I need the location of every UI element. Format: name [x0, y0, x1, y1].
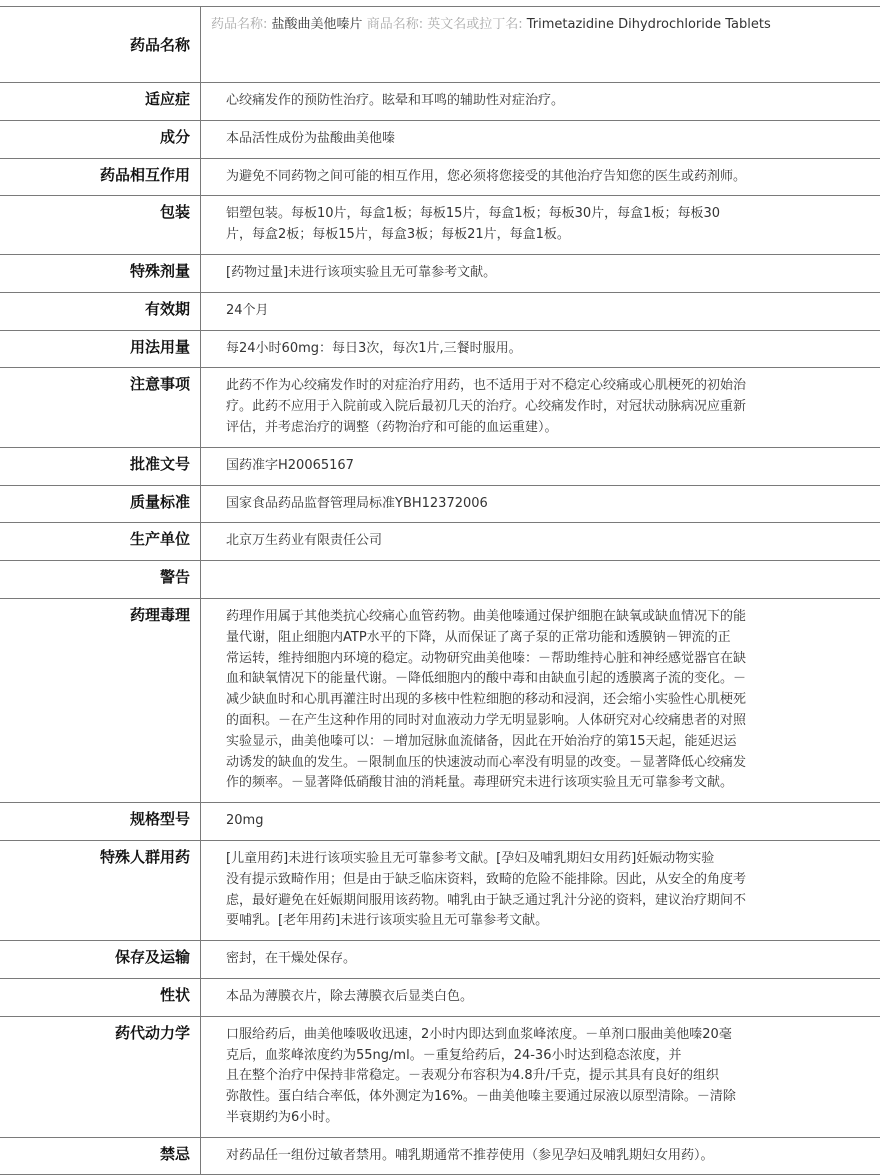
- row-value-line: 的面积。－在产生这种作用的同时对血液动力学无明显影响。人体研究对心绞痛患者的对照: [226, 711, 874, 732]
- info-row: [0, 1016, 880, 1137]
- row-label: 药代动力学: [0, 1016, 201, 1137]
- info-row: [0, 368, 880, 447]
- row-label: 特殊人群用药: [0, 840, 201, 940]
- row-value: [201, 523, 880, 561]
- row-value: [201, 254, 880, 292]
- row-label: 禁忌: [0, 1137, 201, 1175]
- row-value: [201, 598, 880, 802]
- info-row: [0, 254, 880, 292]
- row-value-line: [226, 569, 874, 590]
- info-row: [0, 447, 880, 485]
- row-value-line: 此药不作为心绞痛发作时的对症治疗用药，也不适用于对不稳定心绞痛或心肌梗死的初始治: [226, 376, 874, 397]
- row-label: 药品相互作用: [0, 158, 201, 196]
- row-value: [201, 803, 880, 841]
- row-label: 保存及运输: [0, 941, 201, 979]
- row-label: 药品名称: [0, 7, 201, 83]
- row-value-line: 心绞痛发作的预防性治疗。眩晕和耳鸣的辅助性对症治疗。: [226, 91, 874, 112]
- generic-name-label: 药品名称:: [211, 17, 267, 32]
- row-value: [201, 941, 880, 979]
- row-label: 生产单位: [0, 523, 201, 561]
- row-value: [201, 196, 880, 255]
- drug-name-row: [0, 7, 880, 83]
- row-label: 性状: [0, 978, 201, 1016]
- row-value: [201, 368, 880, 447]
- info-row: [0, 561, 880, 599]
- row-value: [201, 561, 880, 599]
- row-value-line: 没有提示致畸作用；但是由于缺乏临床资料，致畸的危险不能排除。因此，从安全的角度考: [226, 870, 874, 891]
- row-value: [201, 158, 880, 196]
- drug-info-body: [0, 7, 880, 1175]
- row-value: [201, 1016, 880, 1137]
- trade-name-label: 商品名称:: [367, 17, 423, 32]
- row-value-line: 弥散性。蛋白结合率低，体外测定为16%。－曲美他嗪主要通过尿液以原型清除。－清除: [226, 1087, 874, 1108]
- info-row: [0, 196, 880, 255]
- row-value-line: 半衰期约为6小时。: [226, 1108, 874, 1129]
- row-value-line: 量代谢，阻止细胞内ATP水平的下降，从而保证了离子泵的正常功能和透膜钠－钾流的正: [226, 628, 874, 649]
- generic-name-value: 盐酸曲美他嗪片: [272, 17, 363, 32]
- english-name-line: [427, 17, 771, 32]
- row-value-line: 且在整个治疗中保持非常稳定。－表观分布容积为4.8升/千克，提示其具有良好的组织: [226, 1066, 874, 1087]
- row-value-line: 减少缺血时和心肌再灌注时出现的多核中性粒细胞的移动和浸润，还会缩小实验性心肌梗死: [226, 690, 874, 711]
- info-row: [0, 978, 880, 1016]
- info-row: [0, 158, 880, 196]
- row-value-line: 虑，最好避免在妊娠期间服用该药物。哺乳由于缺乏通过乳汁分泌的资料，建议治疗期间不: [226, 891, 874, 912]
- row-value: [201, 292, 880, 330]
- row-label: 批准文号: [0, 447, 201, 485]
- row-value-line: 口服给药后，曲美他嗪吸收迅速，2小时内即达到血浆峰浓度。－单剂口服曲美他嗪20毫: [226, 1025, 874, 1046]
- row-value-line: 24个月: [226, 301, 874, 322]
- row-value-line: 实验显示，曲美他嗪可以：－增加冠脉血流储备，因此在开始治疗的第15天起，能延迟运: [226, 732, 874, 753]
- row-value-line: 国药准字H20065167: [226, 456, 874, 477]
- row-label: 有效期: [0, 292, 201, 330]
- row-value-line: 动诱发的缺血的发生。－限制血压的快速波动而心率没有明显的改变。－显著降低心绞痛发: [226, 753, 874, 774]
- row-value: [201, 83, 880, 121]
- row-value-line: 对药品任一组份过敏者禁用。哺乳期通常不推荐使用（参见孕妇及哺乳期妇女用药）。: [226, 1146, 874, 1167]
- row-value-line: 每24小时60mg：每日3次，每次1片,三餐时服用。: [226, 339, 874, 360]
- row-value: [201, 330, 880, 368]
- row-value-line: [儿童用药]未进行该项实验且无可靠参考文献。[孕妇及哺乳期妇女用药]妊娠动物实验: [226, 849, 874, 870]
- info-row: [0, 485, 880, 523]
- row-value-line: 本品活性成份为盐酸曲美他嗪: [226, 129, 874, 150]
- info-row: [0, 803, 880, 841]
- row-value-line: 评估，并考虑治疗的调整（药物治疗和可能的血运重建）。: [226, 418, 874, 439]
- row-value-line: 20mg: [226, 811, 874, 832]
- row-value-line: 密封，在干燥处保存。: [226, 949, 874, 970]
- row-value-line: 血和缺氧情况下的能量代谢。－降低细胞内的酸中毒和由缺血引起的透膜离子流的变化。－: [226, 669, 874, 690]
- drug-info-table: [0, 6, 880, 1175]
- row-value-line: 克后，血浆峰浓度约为55ng/ml。－重复给药后，24-36小时达到稳态浓度，并: [226, 1046, 874, 1067]
- info-row: [0, 598, 880, 802]
- row-label: 药理毒理: [0, 598, 201, 802]
- row-label: 包装: [0, 196, 201, 255]
- row-value-line: 国家食品药品监督管理局标准YBH12372006: [226, 494, 874, 515]
- row-label: 用法用量: [0, 330, 201, 368]
- info-row: [0, 941, 880, 979]
- row-value-line: 北京万生药业有限责任公司: [226, 531, 874, 552]
- row-value: [201, 447, 880, 485]
- row-value-line: 为避免不同药物之间可能的相互作用，您必须将您接受的其他治疗告知您的医生或药剂师。: [226, 167, 874, 188]
- row-value: [201, 978, 880, 1016]
- row-label: 适应症: [0, 83, 201, 121]
- row-value: [201, 840, 880, 940]
- drug-name-block: [201, 7, 880, 83]
- info-row: [0, 292, 880, 330]
- info-row: [0, 330, 880, 368]
- row-value: [201, 120, 880, 158]
- row-label: 质量标准: [0, 485, 201, 523]
- row-value: [201, 1137, 880, 1175]
- row-value-line: 常运转，维持细胞内环境的稳定。动物研究曲美他嗪：－帮助维持心脏和神经感觉器官在缺: [226, 649, 874, 670]
- trade-name-line: [367, 17, 428, 32]
- info-row: [0, 83, 880, 121]
- info-row: [0, 523, 880, 561]
- row-label: 注意事项: [0, 368, 201, 447]
- row-value-line: 要哺乳。[老年用药]未进行该项实验且无可靠参考文献。: [226, 911, 874, 932]
- row-label: 成分: [0, 120, 201, 158]
- row-value-line: 本品为薄膜衣片，除去薄膜衣后显类白色。: [226, 987, 874, 1008]
- row-label: 规格型号: [0, 803, 201, 841]
- english-name-label: 英文名或拉丁名:: [427, 17, 522, 32]
- row-label: 特殊剂量: [0, 254, 201, 292]
- row-value-line: 片，每盒2板；每板15片，每盒3板；每板21片，每盒1板。: [226, 225, 874, 246]
- info-row: [0, 1137, 880, 1175]
- generic-name-line: [211, 17, 367, 32]
- row-value-line: 铝塑包装。每板10片，每盒1板；每板15片，每盒1板；每板30片，每盒1板；每板30: [226, 204, 874, 225]
- row-value-line: 作的频率。－显著降低硝酸甘油的消耗量。毒理研究未进行该项实验且无可靠参考文献。: [226, 773, 874, 794]
- info-row: [0, 840, 880, 940]
- row-value-line: [药物过量]未进行该项实验且无可靠参考文献。: [226, 263, 874, 284]
- english-name-value: Trimetazidine Dihydrochloride Tablets: [527, 17, 771, 32]
- info-row: [0, 120, 880, 158]
- row-label: 警告: [0, 561, 201, 599]
- row-value-line: 药理作用属于其他类抗心绞痛心血管药物。曲美他嗪通过保护细胞在缺氧或缺血情况下的能: [226, 607, 874, 628]
- row-value: [201, 485, 880, 523]
- row-value-line: 疗。此药不应用于入院前或入院后最初几天的治疗。心绞痛发作时，对冠状动脉病况应重新: [226, 397, 874, 418]
